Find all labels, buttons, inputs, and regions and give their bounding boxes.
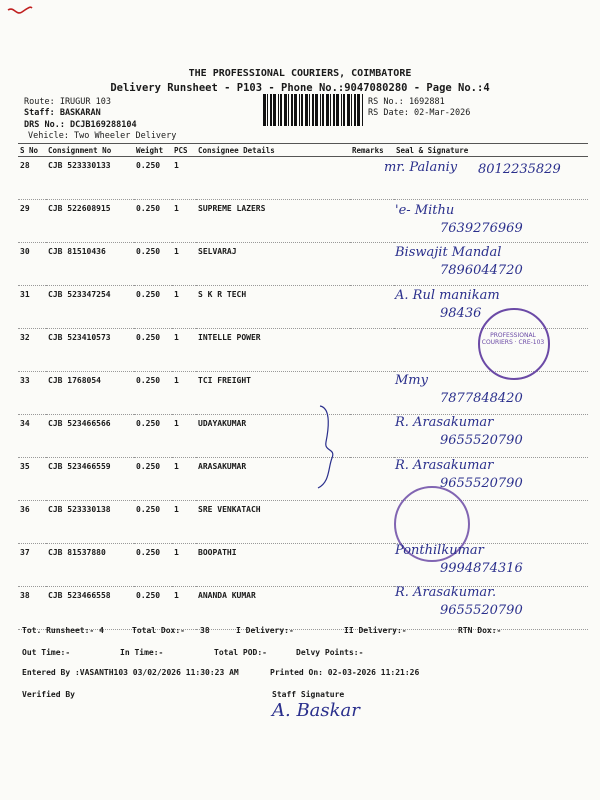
cell-pcs: 1 [172, 587, 196, 630]
company-name: THE PROFESSIONAL COURIERS, COIMBATORE [188, 68, 412, 79]
cell-sno: 38 [18, 587, 46, 630]
cell-consignee: ARASAKUMAR [196, 458, 350, 501]
barcode [263, 94, 363, 126]
cell-sno: 36 [18, 501, 46, 544]
col-sno: S No [18, 144, 46, 157]
cell-pcs: 1 [172, 286, 196, 329]
handwritten-phone: 7877848420 [440, 390, 523, 406]
cell-consignment: CJB 1768054 [46, 372, 134, 415]
cell-remarks [350, 501, 394, 544]
cell-remarks [350, 372, 394, 415]
cell-consignee: INTELLE POWER [196, 329, 350, 372]
rs-number: RS No.: 1692881 [368, 97, 445, 107]
cell-remarks [350, 286, 394, 329]
stamp-text: PROFESSIONAL COURIERS · CRE-103 [481, 332, 545, 346]
cell-consignee: BOOPATHI [196, 544, 350, 587]
bracket-scribble [312, 402, 342, 492]
col-weight: Weight [134, 144, 172, 157]
cell-remarks [350, 329, 394, 372]
handwritten-phone: 9655520790 [440, 603, 523, 618]
col-pcs: PCS [172, 144, 196, 157]
staff-signature: A. Baskar [272, 700, 360, 721]
cell-sno: 34 [18, 415, 46, 458]
cell-consignment: CJB 81537880 [46, 544, 134, 587]
col-consignee: Consignee Details [196, 144, 350, 157]
table-header-row [18, 144, 588, 157]
cell-consignee: TCI FREIGHT [196, 372, 350, 415]
cell-sno: 37 [18, 544, 46, 587]
cell-consignment: CJB 523466566 [46, 415, 134, 458]
cell-weight: 0.250 [134, 544, 172, 587]
cell-remarks [350, 415, 394, 458]
cell-weight: 0.250 [134, 329, 172, 372]
handwritten-signature: Biswajit Mandal [395, 245, 502, 260]
cell-consignment: CJB 523466559 [46, 458, 134, 501]
drs-number: DRS No.: DCJB169288104 [24, 120, 137, 130]
out-time-label: Out Time:- [22, 648, 71, 657]
cell-consignee: UDAYAKUMAR [196, 415, 350, 458]
cell-consignee: SUPREME LAZERS [196, 200, 350, 243]
cell-remarks [350, 587, 394, 630]
cell-consignment: CJB 523466558 [46, 587, 134, 630]
delivery-points-label: Delvy Points:- [296, 648, 364, 657]
cell-weight: 0.250 [134, 286, 172, 329]
cell-sno: 32 [18, 329, 46, 372]
cell-consignee: S K R TECH [196, 286, 350, 329]
cell-sno: 28 [18, 157, 46, 200]
runsheet-table [18, 143, 588, 630]
total-dox-value: 38 [200, 626, 210, 635]
cell-pcs: 1 [172, 544, 196, 587]
cell-pcs: 1 [172, 458, 196, 501]
in-time-label: In Time:- [120, 648, 164, 657]
total-dox-label: Total Dox:- [132, 626, 185, 635]
handwritten-signature: R. Arasakumar [395, 415, 494, 430]
cell-sno: 33 [18, 372, 46, 415]
handwritten-signature: Mmy [395, 372, 428, 388]
cell-pcs: 1 [172, 243, 196, 286]
cell-pcs: 1 [172, 329, 196, 372]
cell-pcs: 1 [172, 501, 196, 544]
printed-on: Printed On: 02-03-2026 11:21:26 [270, 668, 420, 677]
col-consignment: Consignment No [46, 144, 134, 157]
cell-remarks [350, 243, 394, 286]
total-runsheet: Tot. Runsheet:- 4 [22, 626, 104, 635]
handwritten-phone: 8012235829 [478, 162, 561, 177]
cell-sno: 35 [18, 458, 46, 501]
table-row [18, 501, 588, 544]
cell-weight: 0.250 [134, 415, 172, 458]
cell-weight: 0.250 [134, 458, 172, 501]
i-delivery-label: I Delivery:- [236, 626, 294, 635]
cell-remarks [350, 544, 394, 587]
ii-delivery-label: II Delivery:- [344, 626, 407, 635]
corner-scribble [6, 2, 36, 20]
cell-sno: 30 [18, 243, 46, 286]
handwritten-phone: 7639276969 [440, 220, 523, 236]
col-remarks: Remarks [350, 144, 394, 157]
runsheet-title: Delivery Runsheet - P103 - Phone No.:9047080280 - Page No.:4 [110, 82, 490, 94]
cell-weight: 0.250 [134, 372, 172, 415]
cell-weight: 0.250 [134, 587, 172, 630]
rs-date: RS Date: 02-Mar-2026 [368, 108, 471, 118]
handwritten-phone: 98436 [440, 305, 482, 321]
cell-sno: 31 [18, 286, 46, 329]
cell-weight: 0.250 [134, 243, 172, 286]
cell-consignment: CJB 522608915 [46, 200, 134, 243]
cell-consignment: CJB 523330138 [46, 501, 134, 544]
handwritten-signature: Ponthilkumar [395, 542, 484, 558]
cell-weight: 0.250 [134, 200, 172, 243]
cell-sno: 29 [18, 200, 46, 243]
cell-weight: 0.250 [134, 157, 172, 200]
route-label: Route: IRUGUR 103 [24, 97, 111, 107]
cell-consignment: CJB 523330133 [46, 157, 134, 200]
staff-label: Staff: BASKARAN [24, 108, 101, 118]
handwritten-signature: mr. Palaniy [384, 160, 458, 175]
cell-consignee: ANANDA KUMAR [196, 587, 350, 630]
cell-consignment: CJB 523410573 [46, 329, 134, 372]
cell-pcs: 1 [172, 200, 196, 243]
handwritten-signature: R. Arasakumar. [395, 585, 497, 600]
cell-consignee [196, 157, 350, 200]
col-seal-signature: Seal & Signature [394, 144, 588, 157]
handwritten-signature: R. Arasakumar [395, 457, 494, 473]
staff-signature-label: Staff Signature [272, 690, 345, 699]
total-pod-label: Total POD:- [214, 648, 267, 657]
verified-by-label: Verified By [22, 690, 75, 699]
cell-remarks [350, 200, 394, 243]
handwritten-signature: A. Rul manikam [395, 287, 500, 303]
cell-consignee: SRE VENKATACH [196, 501, 350, 544]
handwritten-signature: 'e- Mithu [395, 202, 455, 218]
entered-by: Entered By :VASANTH103 03/02/2026 11:30:23 AM [22, 668, 239, 677]
cell-remarks [350, 458, 394, 501]
cell-consignee: SELVARAJ [196, 243, 350, 286]
handwritten-phone: 9655520790 [440, 433, 523, 448]
cell-consignment: CJB 523347254 [46, 286, 134, 329]
handwritten-phone: 7896044720 [440, 263, 523, 278]
rtn-dox-label: RTN Dox:- [458, 626, 502, 635]
cell-consignment: CJB 81510436 [46, 243, 134, 286]
cell-weight: 0.250 [134, 501, 172, 544]
handwritten-phone: 9655520790 [440, 475, 523, 491]
cell-pcs: 1 [172, 157, 196, 200]
cell-pcs: 1 [172, 415, 196, 458]
handwritten-phone: 9994874316 [440, 560, 523, 576]
vehicle-label: Vehicle: Two Wheeler Delivery [28, 131, 177, 141]
cell-pcs: 1 [172, 372, 196, 415]
